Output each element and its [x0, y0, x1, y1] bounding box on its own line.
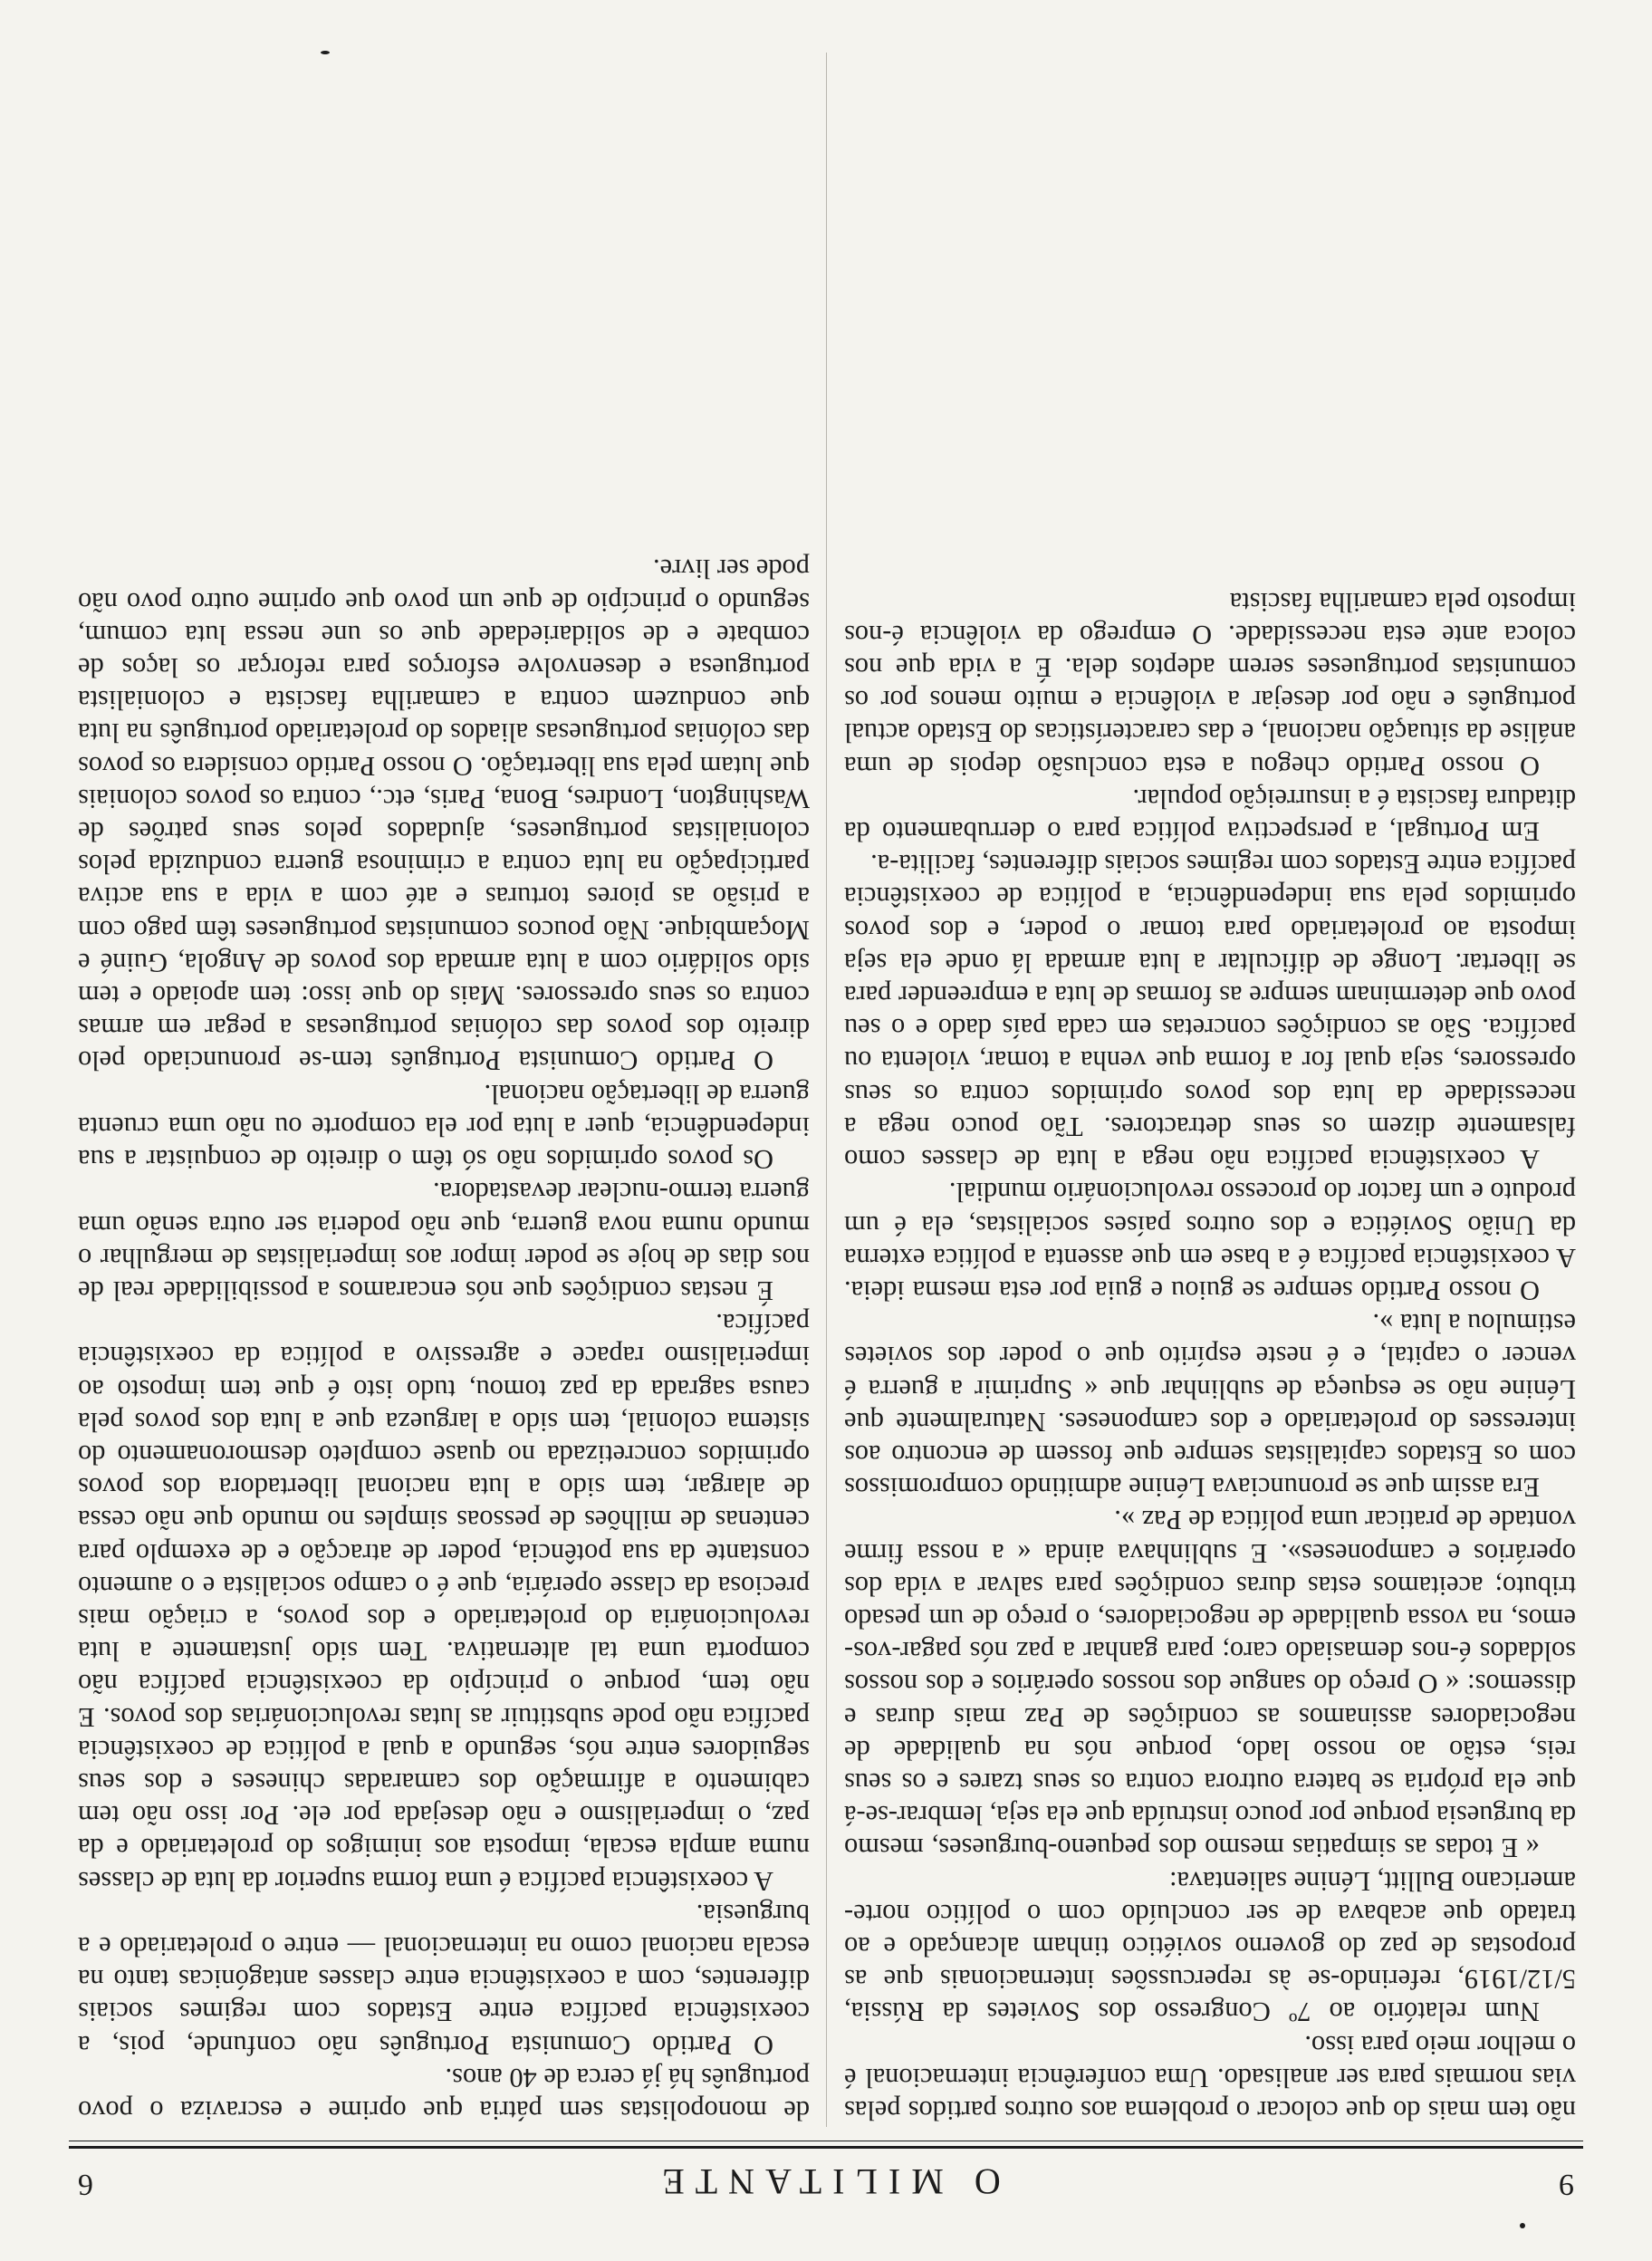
journal-title: O MILITANTE — [651, 2161, 1001, 2203]
paragraph: O nosso Partido sempre se guiou e guia por esta mesma ideia. A coexistência pacífica é a base em que assenta a política externa da União Soviética e dos outros países socialistas, ela é um produto e um factor do processo revolucionário mundial. — [844, 1177, 1576, 1306]
page-number-right: 6 — [78, 2168, 93, 2201]
text-column-right — [78, 43, 810, 2127]
paragraph: O Partido Comunista Português tem-se pronunciado pelo direito dos povos das colónias portuguesas a pegar em armas contra os seus opressores. Mais do que isso: tem apoiado e tem sido solidário com a luta armada dos povos de Angola, Guiné e Moçambique. Não poucos comunistas portugueses têm pago com a prisão as piores torturas e até com a vida a sua activa participação na luta contra a criminosa guerra conduzida pelos colonialistas portugueses, ajudados pelos seus patrões de Washington, Londres, Bona, Paris, etc., contra os povos coloniais que lutam pela sua libertação. O nosso Partido considera os povos das colónias portuguesas aliados do proletariado português na luta que conduzem contra a camarilha fascista e colonialista portuguesa e desenvolve esforços para reforçar os laços de combate e de solidariedade que os une nessa luta comum, segundo o princípio de que um povo que oprime outro povo não pode ser livre. — [78, 553, 810, 1077]
paragraph: Os povos oprimidos não só têm o direito de conquistar a sua independência, quer a luta por ela comporte ou não uma cruenta guerra de libertação nacional. — [78, 1078, 810, 1176]
page-number-left: 9 — [1559, 2168, 1574, 2201]
paragraph: de monopolistas sem pátria que oprime e escraviza o povo português há já cerca de 40 anos. — [78, 2062, 810, 2126]
ink-speck — [321, 51, 330, 54]
page-header — [69, 2150, 1583, 2214]
paragraph: O nosso Partido chegou a esta conclusão depois de uma análise da situação nacional, e das características do Estado actual português e não por desejar a violência e muito menos por os comunistas portugueses serem adeptos dela. É a vida que nos coloca ante esta necessidade. O emprego da violência é-nos imposto pela camarilha fascista — [844, 586, 1576, 782]
paragraph: não tem mais do que colocar o problema aos outros partidos pelas vias normais para ser analisado. Uma conferência internacional é o melhor meio para isso. — [844, 2029, 1576, 2126]
paragraph: O Partido Comunista Português não confunde, pois, a coexistência pacífica entre Estados com regimes sociais diferentes, com a coexistência entre classes antagónicas tanto na escala nacional como na internacional — entre o proletariado e a burguesia. — [78, 1898, 810, 2061]
paragraph: É nestas condições que nós encaramos a possibilidade real de nos dias de hoje se poder impor aos imperialistas de mergulhar o mundo numa nova guerra, que não poderia ser outra senão uma guerra termo-nuclear devastadora. — [78, 1177, 810, 1306]
paragraph: Era assim que se pronunciava Lénine admitindo compromissos com os Estados capitalistas sempre que fossem de encontro aos interesses do proletariado e dos camponeses. Naturalmente que Lénine não se esqueça de sublinhar que « Suprimir a guerra é vencer o capital, e é neste espírito que o poder dos sovietes estimulou a luta ». — [844, 1308, 1576, 1504]
column-divider — [826, 53, 827, 2127]
ink-speck — [1520, 2223, 1525, 2228]
paragraph: « E todas as simpatias mesmo dos pequeno-burgueses, mesmo da burguesia porque por pouco instruída que ela seja, lembrar-se-á que ela própria se batera outrora contra os seus tzares e os seus reis, estão ao nosso lado, porque nós na qualidade de negociadores assinamos as condições de Paz mais duras e dissemos: « O preço do sangue dos nossos operários e dos nossos soldados é-nos demasiado caro; para ganhar a paz nós pagar-vos-emos, na vossa qualidade de negociadores, o preço de um pesado tributo; aceitamos estas duras condições para salvar a vida dos operários e camponeses». E sublinhava ainda « a nossa firme vontade de praticar uma política de Paz ». — [844, 1505, 1576, 1864]
paragraph: A coexistência pacífica é uma forma superior da luta de classes numa ampla escala, imposta aos inimigos do proletariado e da paz, o imperialismo e não desejada por ele. Por isso não tem cabimento a afirmação dos camaradas chineses e dos seus seguidores entre nós, segundo a qual a política de coexistência pacífica não pode substituir as lutas revolucionárias dos povos. E não tem, porque o princípio da coexistência pacífica não comporta uma tal alternativa. Tem sido justamente a luta revolucionária do proletariado e dos povos, a criação mais preciosa da classe operária, que é o campo socialista e o aumento constante da sua potência, poder de atracção e de exemplo para centenas de milhões de pessoas simples no mundo que não cessa de alargar, tem sido a luta nacional libertadora dos povos oprimidos concretizada no quase completo desmoronamento do sistema colonial, tem sido a largueza que a luta dos povos pela causa sagrada da paz tomou, tudo isto é que tem imposto ao imperialismo rapace e agressivo a política da coexistência pacífica. — [78, 1308, 810, 1897]
header-rule — [69, 2146, 1583, 2149]
paragraph: A coexistência pacífica não nega a luta de classes como falsamente dizem os seus detractores. Tão pouco nega a necessidade da luta dos povos oprimidos contra os seus opressores, seja qual for a forma que venha a tomar, violenta ou pacífica. São as condições concretas em cada país dado e o seu povo que determinam sempre as formas de luta a empreender para se libertar. Longe de dificultar a luta armada lá onde ela seja imposta ao proletariado para tomar o poder, e dos povos oprimidos pela sua independência, a política de coexistência pacífica entre Estados com regimes sociais diferentes, facilita-a. — [844, 849, 1576, 1176]
paragraph: Em Portugal, a perspectiva política para o derrubamento da ditadura fascista é a insurreição popular. — [844, 783, 1576, 848]
paragraph: Num relatório ao 7º Congresso dos Sovietes da Rússia, 5/12/1919, referindo-se às repercussões internacionais que as propostas de paz do governo soviético tinham alcançado e ao tratado que acabava de ser concluído com o político norte-americano Bullitt, Lénine salientava: — [844, 1865, 1576, 2028]
text-column-left — [844, 43, 1576, 2127]
